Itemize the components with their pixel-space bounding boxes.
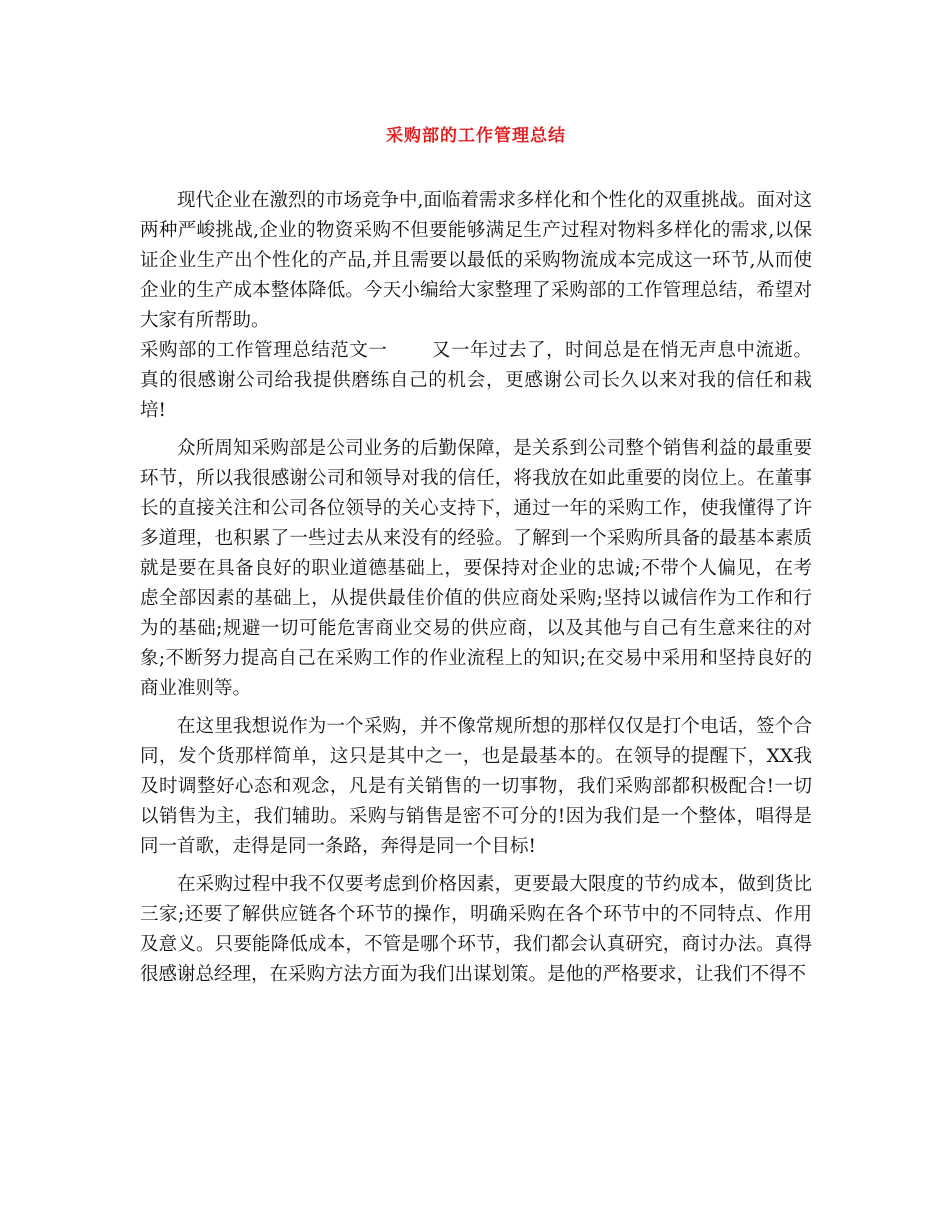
document-body (140, 186, 812, 990)
section-heading: 采购部的工作管理总结范文一 (140, 340, 388, 361)
body-paragraph-1: 众所周知采购部是公司业务的后勤保障，是关系到公司整个销售利益的最重要环节，所以我很感谢公司和领导对我的信任，将我放在如此重要的岗位上。在董事长的直接关注和公司各位领导的关心支持下，通过一年的采购工作，使我懂得了许多道理，也积累了一些过去从来没有的经验。了解到一个采购所具备的最基本素质就是要在具备良好的职业道德基础上，要保持对企业的忠诚;不带个人偏见，在考虑全部因素的基础上，从提供最佳价值的供应商处采购;坚持以诚信作为工作和行为的基础;规避一切可能危害商业交易的供应商，以及其他与自己有生意来往的对象;不断努力提高自己在采购工作的作业流程上的知识;在交易中采用和坚持良好的商业准则等。 (140, 438, 812, 699)
intro-paragraph: 现代企业在激烈的市场竞争中,面临着需求多样化和个性化的双重挑战。面对这两种严峻挑战,企业的物资采购不但要能够满足生产过程对物料多样化的需求,以保证企业生产出个性化的产品,并且需要以最低的采购物流成本完成这一环节,从而使企业的生产成本整体降低。今天小编给大家整理了采购部的工作管理总结，希望对大家有所帮助。 (140, 190, 812, 331)
body-paragraph-2: 在这里我想说作为一个采购，并不像常规所想的那样仅仅是打个电话，签个合同，发个货那样简单，这只是其中之一，也是最基本的。在领导的提醒下，XX我及时调整好心态和观念，凡是有关销售的一切事物，我们采购部都积极配合!一切以销售为主，我们辅助。采购与销售是密不可分的!因为我们是一个整体，唱得是同一首歌，走得是同一条路，奔得是同一个目标! (140, 716, 812, 857)
section-paragraph (140, 336, 812, 426)
document-title: 采购部的工作管理总结 (386, 126, 566, 146)
section-text: 又一年过去了，时间总是在悄无声息中流逝。真的很感谢公司给我提供磨练自己的机会，更感谢公司长久以来对我的信任和栽培! (140, 340, 812, 421)
body-paragraph-3: 在采购过程中我不仅要考虑到价格因素，更要最大限度的节约成本，做到货比三家;还要了解供应链各个环节的操作，明确采购在各个环节中的不同特点、作用及意义。只要能降低成本，不管是哪个环节，我们都会认真研究，商讨办法。真得很感谢总经理，在采购方法方面为我们出谋划策。是他的严格要求，让我们不得不 (140, 874, 812, 985)
